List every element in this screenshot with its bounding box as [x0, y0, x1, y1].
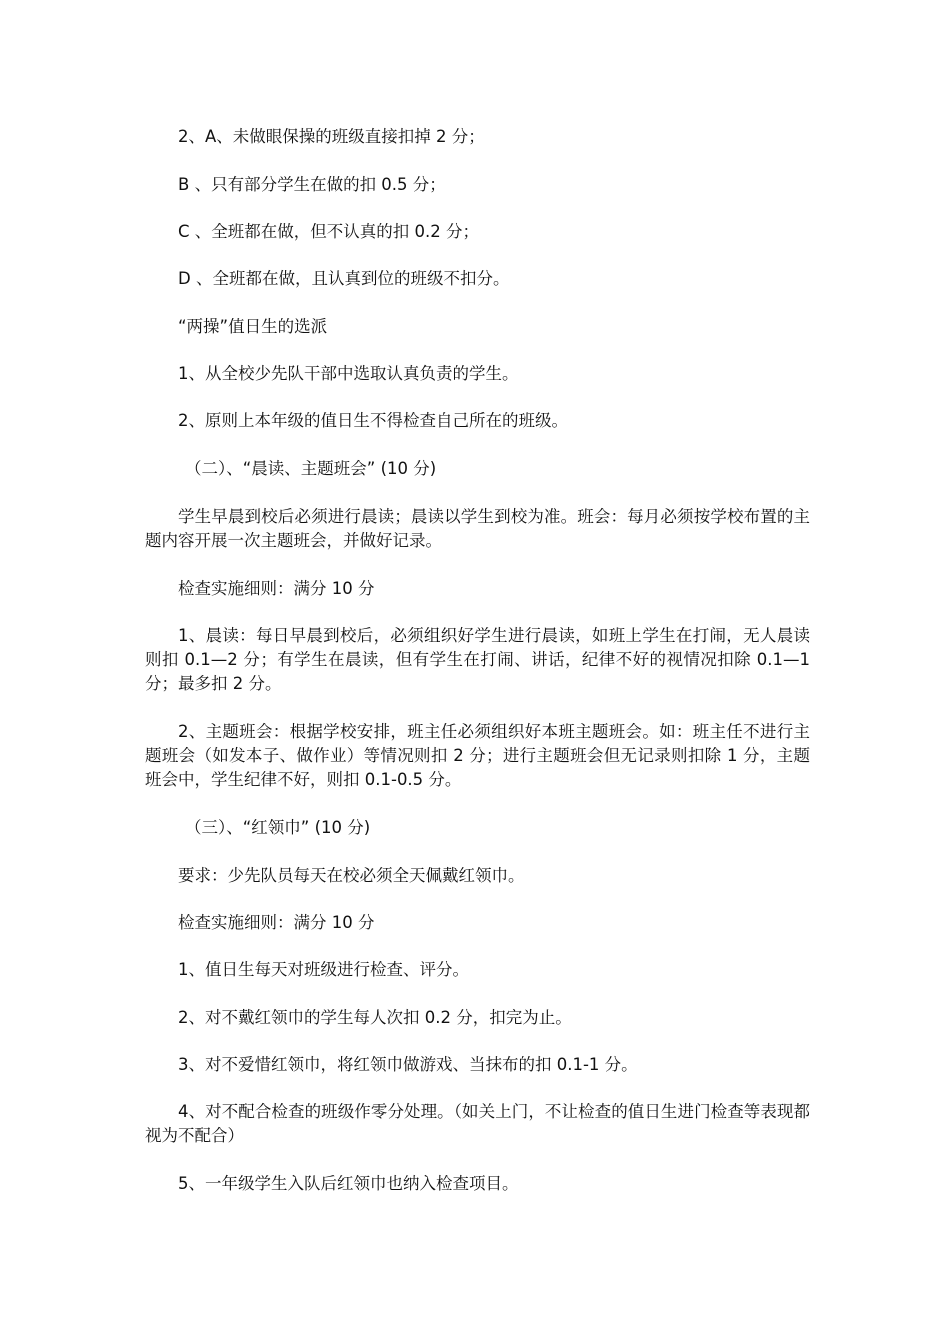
section-3-rule-4: 4、对不配合检查的班级作零分处理。（如关上门，不让检查的值日生进门检查等表现都视为不配合）: [145, 1102, 810, 1145]
section-3-heading: （三）、“红领巾” (10 分): [185, 818, 371, 837]
rule-2-a: 2、A、未做眼保操的班级直接扣掉 2 分；: [178, 127, 485, 146]
section-2-criteria-heading: 检查实施细则：满分 10 分: [178, 579, 375, 598]
section-2-heading: （二）、“晨读、主题班会” (10 分): [185, 459, 437, 478]
section-2-rule-1: 1、晨读：每日早晨到校后，必须组织好学生进行晨读，如班上学生在打闹，无人晨读则扣 0.1—2 分；有学生在晨读，但有学生在打闹、讲话，纪律不好的视情况扣除 0.1—1 分；最多扣 2 分。: [145, 626, 810, 693]
section-2-rule-2: 2、主题班会：根据学校安排，班主任必须组织好本班主题班会。如：班主任不进行主题班会（如发本子、做作业）等情况则扣 2 分；进行主题班会但无记录则扣除 1 分，主题班会中，学生纪律不好，则扣 0.1-0.5 分。: [145, 722, 810, 789]
duty-rule-2: 2、原则上本年级的值日生不得检查自己所在的班级。: [178, 411, 568, 430]
section-3-rule-5: 5、一年级学生入队后红领巾也纳入检查项目。: [178, 1174, 519, 1193]
section-3-rule-1: 1、值日生每天对班级进行检查、评分。: [178, 960, 469, 979]
rule-2-b: B 、只有部分学生在做的扣 0.5 分；: [178, 175, 446, 194]
rule-2-c: C 、全班都在做，但不认真的扣 0.2 分；: [178, 222, 479, 241]
rule-2-d: D 、全班都在做，且认真到位的班级不扣分。: [178, 269, 510, 288]
section-2-requirement: 学生早晨到校后必须进行晨读；晨读以学生到校为准。班会：每月必须按学校布置的主题内容开展一次主题班会，并做好记录。: [145, 507, 810, 550]
section-3-rule-2: 2、对不戴红领巾的学生每人次扣 0.2 分，扣完为止。: [178, 1008, 572, 1027]
section-3-criteria-heading: 检查实施细则：满分 10 分: [178, 913, 375, 932]
duty-rule-1: 1、从全校少先队干部中选取认真负责的学生。: [178, 364, 519, 383]
section-3-rule-3: 3、对不爱惜红领巾，将红领巾做游戏、当抹布的扣 0.1-1 分。: [178, 1055, 638, 1074]
duty-student-heading: “两操”值日生的选派: [178, 317, 328, 336]
section-3-requirement: 要求：少先队员每天在校必须全天佩戴红领巾。: [178, 866, 525, 885]
